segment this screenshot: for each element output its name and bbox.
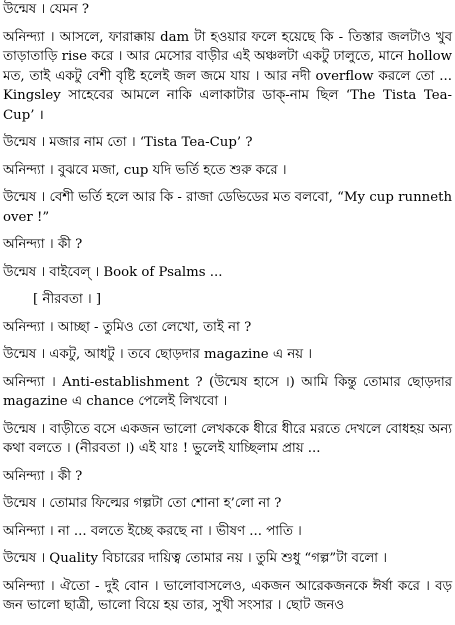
stage-direction xyxy=(3,290,452,310)
dialogue-text: তোমার ফিল্মের গল্পটা তো শোনা হ’লো না ? xyxy=(45,496,282,511)
dialogue-line xyxy=(3,188,452,227)
dialogue-text: আচ্ছা - তুমিও তো লেখো, তাই না ? xyxy=(53,319,252,335)
dialogue-text: Quality বিচারের দায়িত্ব তোমার নয় । তুমি শুধু “গল্প”টা বলো । xyxy=(45,551,388,566)
speaker-name: অনিন্দ্যা । xyxy=(3,162,54,178)
dialogue-line xyxy=(3,467,452,487)
dialogue-line xyxy=(3,318,452,338)
stage-direction-text: [ নীরবতা । ] xyxy=(33,292,102,307)
speaker-name: অনিন্দ্যা । xyxy=(3,578,55,594)
dialogue-line xyxy=(3,28,452,126)
dialogue-line xyxy=(3,161,452,181)
dialogue-line xyxy=(3,494,452,514)
dialogue-text: Anti-establishment ? (উন্মেষ হাসে ।) আমি কিন্তু তোমার ছোড়দার magazine এ chance পেলেই লিখবো । xyxy=(3,374,452,409)
dialogue-text: না ... বলতে ইচ্ছে করছে না । ভীষণ ... পাতি । xyxy=(53,523,302,539)
speaker-name: উন্মেষ । xyxy=(3,496,46,511)
speaker-name: উন্মেষ । xyxy=(3,264,46,280)
speaker-name: অনিন্দ্যা । xyxy=(3,468,54,484)
dialogue-text: বেশী ভর্তি হলে আর কি - রাজা ডেভিডের মত বলবো, “My cup runneth over !” xyxy=(3,190,453,225)
speaker-name: উন্মেষ । xyxy=(3,2,46,17)
dialogue-text: বাইবেল্‌ । Book of Psalms ... xyxy=(45,264,223,280)
speaker-name: অনিন্দ্যা । xyxy=(3,319,54,335)
dialogue-line xyxy=(3,133,452,153)
dialogue-line xyxy=(3,345,452,365)
dialogue-line xyxy=(3,549,452,569)
speaker-name: অনিন্দ্যা । xyxy=(3,237,54,252)
dialogue-line xyxy=(3,420,452,459)
dialogue-text: আসলে, ফারাক্কায় dam টা হওয়ার ফলে হয়েছে কি - তিস্তার জলটাও খুব তাড়াতাড়ি rise করে । আর মেসোর বাড়ীর এই অঞ্চলটা একটু ঢালুতে, মানে hollow মত, তাই একটু বেশী বৃষ্টি হলেই জল জমে যায় । আর নদী overflow করলে তো ... Kingsley সাহেবের আমলে নাকি এলাকাটার ডাক্‌-নাম ছিল ‘The Tista Tea-Cup’ । xyxy=(3,29,452,123)
dialogue-text: বাড়ীতে বসে একজন ভালো লেখককে ধীরে ধীরে মরতে দেখলে বোধহয় অন্য কথা বলতে । (নীরবতা ।) এই যাঃ ! ভুলেই যাচ্ছিলাম প্রায় ... xyxy=(3,421,453,456)
dialogue-line xyxy=(3,263,452,283)
speaker-name: উন্মেষ । xyxy=(3,551,46,566)
speaker-name: উন্মেষ । xyxy=(3,135,46,150)
dialogue-line xyxy=(3,235,452,255)
dialogue-text: ঐতো - দুই বোন । ভালোবাসলেও, একজন আরেকজনকে ঈর্ষা করে । বড় জন ভালো ছাত্রী, ভালো বিয়ে হয় তার, সুখী সংসার । ছোট জনও xyxy=(3,578,452,613)
speaker-name: অনিন্দ্যা । xyxy=(3,523,54,539)
speaker-name: উন্মেষ । xyxy=(3,347,46,362)
dialogue-line xyxy=(3,577,452,616)
dialogue-text: একটু, আধটু । তবে ছোড়দার magazine এ নয় । xyxy=(45,347,312,362)
speaker-name: উন্মেষ । xyxy=(3,190,46,205)
dialogue-text: মজার নাম তো । ‘Tista Tea-Cup’ ? xyxy=(45,135,253,150)
dialogue-line xyxy=(3,373,452,412)
speaker-name: অনিন্দ্যা । xyxy=(3,29,55,45)
dialogue-text: যেমন ? xyxy=(45,2,90,17)
script-page xyxy=(3,0,452,624)
speaker-name: উন্মেষ । xyxy=(3,421,46,437)
dialogue-line xyxy=(3,522,452,542)
dialogue-line xyxy=(3,0,452,20)
dialogue-text: কী ? xyxy=(53,468,83,484)
dialogue-text: কী ? xyxy=(53,237,83,252)
speaker-name: অনিন্দ্যা । xyxy=(3,374,56,390)
dialogue-text: বুঝবে মজা, cup যদি ভর্তি হতে শুরু করে । xyxy=(53,162,287,178)
